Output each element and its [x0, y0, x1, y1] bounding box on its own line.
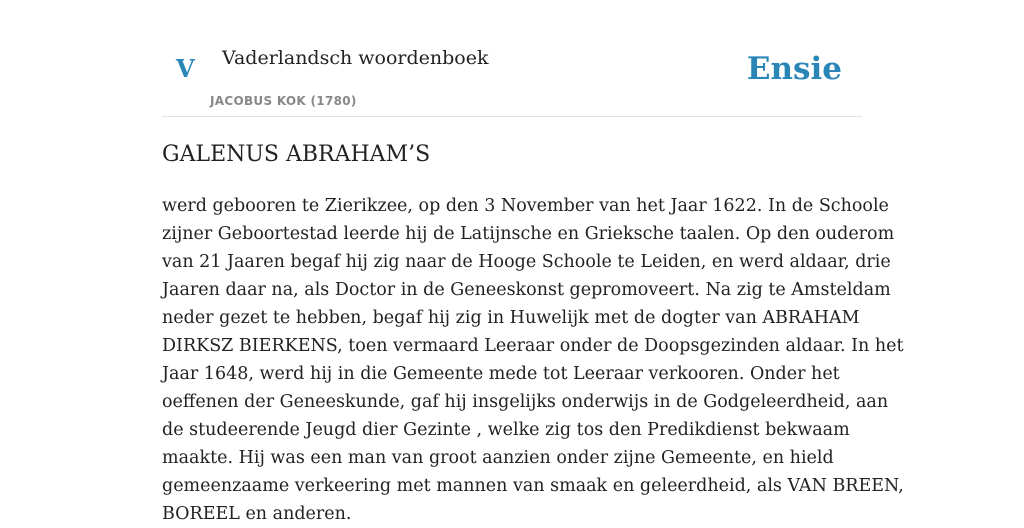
entry-body-line: maakte. Hij was een man van groot aanzien onder zijne Gemeente, en hield — [162, 448, 834, 468]
entry-body-line: werd gebooren te Zierikzee, op den 3 November van het Jaar 1622. In de Schoole — [162, 196, 889, 216]
entry-body-line: van 21 Jaaren begaf hij zig naar de Hooge Schoole te Leiden, en werd aldaar, drie — [162, 252, 891, 272]
entry-body-line: Jaaren daar na, als Doctor in de Geneeskonst gepromoveert. Na zig te Amsteldam — [162, 280, 891, 300]
entry-body-line: zijner Geboortestad leerde hij de Latijnsche en Grieksche taalen. Op den ouderom — [162, 224, 895, 244]
letter-badge[interactable]: V — [176, 54, 195, 83]
entry-body-line: Jaar 1648, werd hij in die Gemeente mede tot Leeraar verkooren. Onder het — [162, 364, 840, 384]
book-title[interactable]: Vaderlandsch woordenboek — [222, 47, 489, 69]
entry-title: GALENUS ABRAHAM’S — [162, 142, 431, 167]
entry-body-line: de studeerende Jeugd dier Gezinte , welke zig tos den Predikdienst bekwaam — [162, 420, 850, 440]
brand-logo[interactable]: Ensie — [746, 51, 842, 87]
header — [162, 0, 862, 117]
entry-body-line: DIRKSZ BIERKENS, toen vermaard Leeraar onder de Doopsgezinden aldaar. In het — [162, 336, 904, 356]
entry-body — [162, 192, 904, 528]
book-author: JACOBUS KOK (1780) — [210, 94, 357, 108]
entry-body-line: BOREEL en anderen. — [162, 504, 352, 524]
entry-body-line: oeffenen der Geneeskunde, gaf hij insgelijks onderwijs in de Godgeleerdheid, aan — [162, 392, 889, 412]
entry-body-line: neder gezet te hebben, begaf hij zig in Huwelijk met de dogter van ABRAHAM — [162, 308, 860, 328]
entry-body-line: gemeenzaame verkeering met mannen van smaak en geleerdheid, als VAN BREEN, — [162, 476, 904, 496]
